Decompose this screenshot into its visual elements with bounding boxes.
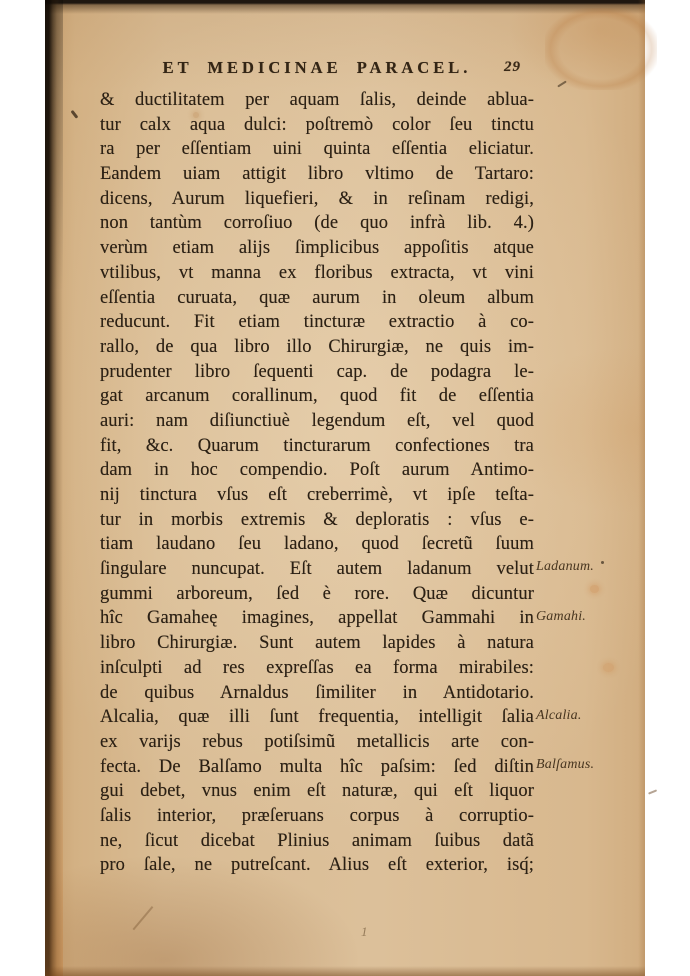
margin-note: Balſamus.	[536, 756, 595, 772]
page-right-edge-shading	[638, 0, 645, 976]
text-line: de quibus Arnaldus ſimiliter in Antidotario.	[100, 682, 534, 703]
margin-note: Alcalia.	[536, 707, 582, 723]
text-line: & ductilitatem per aquam ſalis, deinde ablua-	[100, 90, 534, 110]
text-line: vtilibus, vt manna ex floribus extracta, vt vini	[100, 262, 534, 283]
header-title: ET MEDICINAE PARACEL.	[162, 58, 472, 77]
text-line: verùm etiam alijs ſimplicibus appoſitis atque	[100, 238, 534, 259]
text-line: non tantùm corroſiuo (de quo infrà lib. 4.)	[100, 213, 534, 234]
text-line: nij tinctura vſus eſt creberrimè, vt ipſe teſta-	[100, 485, 534, 505]
margin-pen-dash	[648, 789, 657, 794]
text-line: fit, &c. Quarum tincturarum confectiones tra	[100, 435, 534, 456]
margin-note: Ladanum.	[536, 559, 594, 575]
text-line: ſingulare nuncupat. Eſt autem ladanum velut	[100, 559, 534, 580]
text-line: gui debet, vnus enim eſt naturæ, qui eſt liquor	[100, 781, 534, 802]
page-gutter-shadow-tint	[45, 0, 63, 976]
book-page	[45, 0, 645, 976]
text-line: eſſentia curuata, quæ aurum in oleum album	[100, 287, 534, 308]
text-line: rallo, de qua libro illo Chirurgiæ, ne quis im-	[100, 336, 534, 357]
running-header	[100, 58, 534, 78]
text-line: tur calx aqua dulci: poſtremò color ſeu tinctu	[100, 114, 534, 135]
text-line: ſalis interior, præſeruans corpus à corruptio-	[100, 805, 534, 826]
text-line: dicens, Aurum liquefieri, & in reſinam redigi,	[100, 188, 534, 209]
text-line: tiam laudano ſeu ladano, quod ſecretũ ſuum	[100, 534, 534, 555]
text-line: dam in hoc compendio. Poſt aurum Antimo-	[100, 460, 534, 481]
text-line: prudenter libro ſequenti cap. de podagra le-	[100, 361, 534, 382]
text-line: Alcalia, quæ illi ſunt frequentia, intelligit ſalia	[100, 707, 534, 728]
stray-pen-mark	[70, 110, 78, 119]
paper-stain-spot	[603, 663, 614, 672]
text-line: ne, ſicut dicebat Plinius animam ſuibus datã	[100, 830, 534, 851]
text-line: ra per eſſentiam uini quinta eſſentia eliciatur.	[100, 139, 534, 160]
text-line: gummi arboreum, ſed è rore. Quæ dicuntur	[100, 583, 534, 604]
text-line: Eandem uiam attigit libro vltimo de Tartaro:	[100, 164, 534, 185]
paper-crease	[133, 906, 153, 930]
margin-note: Gamahi.	[536, 608, 587, 624]
ink-speck	[601, 561, 604, 564]
text-line: gat arcanum corallinum, quod fit de eſſentia	[100, 386, 534, 407]
footer-mark: 1	[361, 924, 368, 939]
page-bottom-edge-shadow	[45, 966, 645, 976]
text-line: reducunt. Fit etiam tincturæ extractio à co-	[100, 312, 534, 333]
text-line: ex varijs rebus potiſsimũ metallicis arte con-	[100, 731, 534, 752]
text-line: inſculpti ad res expreſſas ea forma mirabiles:	[100, 657, 534, 678]
text-line: fecta. De Balſamo multa hîc paſsim: ſed diſtin	[100, 756, 534, 777]
page-number: 29	[504, 59, 521, 75]
text-line: tur in morbis extremis & deploratis : vſus e-	[100, 509, 534, 530]
text-line: pro ſale, ne putreſcant. Alius eſt exterior, isq́;	[100, 855, 534, 876]
text-line: libro Chirurgiæ. Sunt autem lapides à natura	[100, 633, 534, 654]
paper-stain-spot	[590, 585, 599, 593]
text-line: auri: nam diſiunctiuè legendum eſt, vel quod	[100, 410, 534, 431]
text-line: hîc Gamaheę imagines, appellat Gammahi in	[100, 608, 534, 629]
body-text	[100, 88, 534, 878]
paper-stain-ring	[545, 8, 657, 90]
